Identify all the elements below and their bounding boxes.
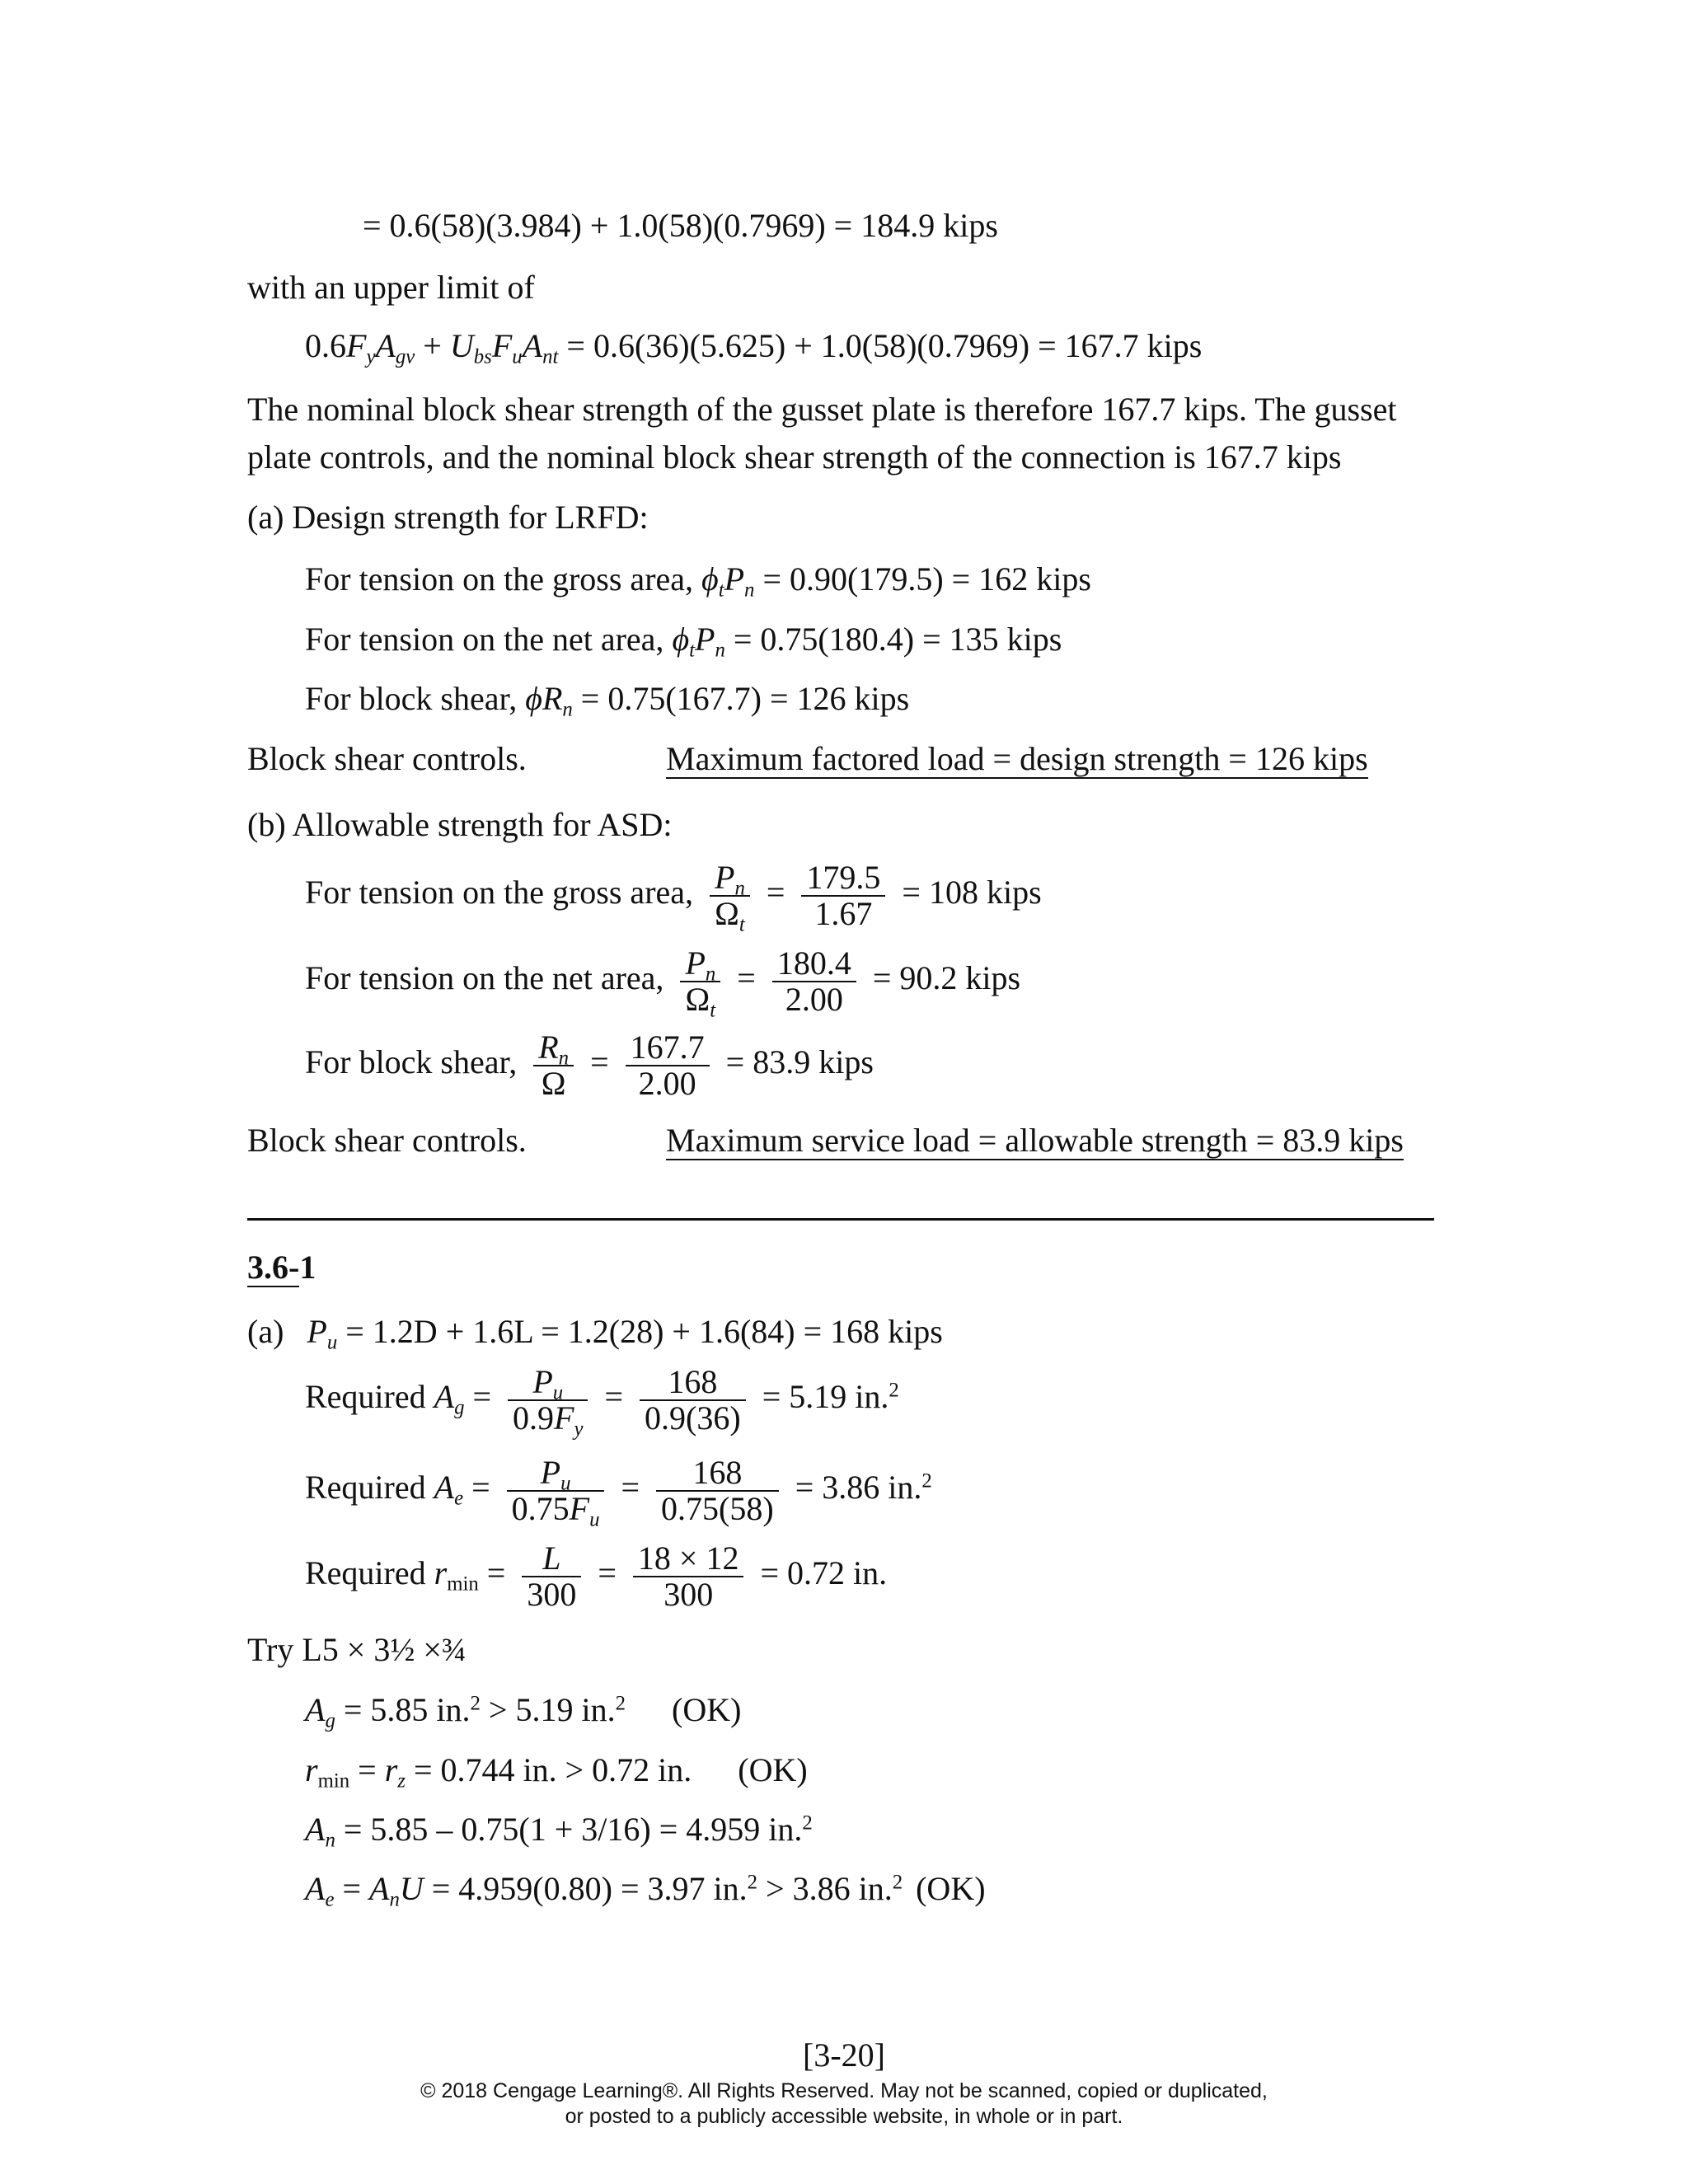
lrfd-controls: Block shear controls. <box>247 740 527 777</box>
page-number: [3-20] <box>803 2036 885 2074</box>
required-ae-num: 168 <box>656 1455 779 1492</box>
rmin-ok: (OK) <box>738 1751 808 1788</box>
asd-net-line: For tension on the net area, $\frac{P_n}{\Omega_t}$ = $\frac{180.4}{2.00}$ = 90.2 kips <box>305 944 1021 1022</box>
ae-compare: > 3.86 in. <box>766 1870 893 1907</box>
lrfd-net-line: For tension on the net area, $\phi_tP_n = 0.75(180.4) = 135$ kips <box>305 621 1062 662</box>
try-section-line: Try L5 × 3½ ×¾ <box>247 1631 467 1668</box>
asd-controls: Block shear controls. <box>247 1122 527 1159</box>
asd-gross-result: = 108 kips <box>902 874 1042 912</box>
equation-line-2: $0.6F_yA_{gv} + U_{bs}F_uA_{nt} = 0.6(36)(5.625) + 1.0(58)(0.7969) = 167.7$ kips <box>305 327 1203 368</box>
asd-net-den: 2.00 <box>785 981 843 1018</box>
paragraph-line-2: plate controls, and the nominal block shear strength of the connection is 167.7 kips <box>247 438 1342 476</box>
required-rmin-num: 18 × 12 <box>633 1541 744 1577</box>
required-ag-line: Required $A_g$ = $\frac{P_u}{0.9F_y}$ = $\frac{168}{0.9(36)}$ = 5.19 in.$^2$ <box>305 1363 899 1441</box>
lrfd-result: Maximum factored load = design strength = 126 kips <box>666 740 1368 777</box>
text-upper-limit: with an upper limit of <box>247 269 535 306</box>
asd-gross-den: 1.67 <box>814 895 873 932</box>
pu-line: (a) $P_u = 1.2D + 1.6L = 1.2(28) + 1.6(84) = 168$ kips <box>247 1313 943 1354</box>
section-heading: 3.6-1 <box>247 1249 316 1286</box>
equation-line-1: = 0.6(58)(3.984) + 1.0(58)(0.7969) = 184.9 kips <box>363 207 998 244</box>
asd-result: Maximum service load = allowable strength = 83.9 kips <box>666 1122 1404 1159</box>
ae-line: $A_e = A_nU = 4.959(0.80) = 3.97$ in.$^2$ > 3.86 in.$^2$ (OK) <box>305 1870 986 1911</box>
pu-equation: = 1.2D + 1.6L = 1.2(28) + 1.6(84) = 168 kips <box>345 1313 943 1350</box>
section-divider <box>247 1218 1434 1221</box>
copyright-line-1: © 2018 Cengage Learning®. All Rights Reserved. May not be scanned, copied or duplicated, <box>420 2079 1268 2102</box>
ag-check-line: $A_g = 5.85$ in.$^2$ > 5.19 in.$^2$ (OK) <box>305 1691 742 1732</box>
lrfd-block-rhs: = 0.75(167.7) = 126 kips <box>580 680 910 717</box>
lrfd-gross-rhs: = 0.90(179.5) = 162 kips <box>762 560 1091 598</box>
required-ae-line: Required $A_e$ = $\frac{P_u}{0.75F_u}$ = $\frac{168}{0.75(58)}$ = 3.86 in.$^2$ <box>305 1454 932 1531</box>
asd-gross-line: For tension on the gross area, $\frac{P_n}{\Omega_t}$ = $\frac{179.5}{1.67}$ = 108 kips <box>305 859 1042 936</box>
required-ae-label: Required <box>305 1469 426 1507</box>
an-line: $A_n = 5.85 - 0.75(1 + 3/16) = 4.959$ in.$^2$ <box>305 1811 813 1852</box>
required-ag-num: 168 <box>640 1365 746 1401</box>
asd-block-den: 2.00 <box>638 1065 696 1102</box>
required-ae-den: 0.75(58) <box>661 1490 774 1527</box>
ag-ok: (OK) <box>672 1691 742 1728</box>
section-heading-underline <box>247 1286 299 1287</box>
lrfd-block-label: For block shear, <box>305 680 518 717</box>
asd-block-result: = 83.9 kips <box>725 1043 874 1081</box>
ae-equation: = 4.959(0.80) = 3.97 in. <box>431 1870 748 1907</box>
ae-ok: (OK) <box>916 1870 986 1907</box>
asd-net-result: = 90.2 kips <box>872 959 1021 997</box>
lrfd-heading: (a) Design strength for LRFD: <box>247 499 649 536</box>
asd-heading: (b) Allowable strength for ASD: <box>247 806 673 843</box>
required-ae-result: = 3.86 in. <box>795 1469 922 1507</box>
required-rmin-label: Required <box>305 1554 426 1592</box>
asd-block-num: 167.7 <box>626 1030 710 1066</box>
required-rmin-den: 300 <box>663 1576 714 1613</box>
required-ag-result: = 5.19 in. <box>762 1378 889 1416</box>
ag-check-compare: > 5.19 in. <box>488 1691 616 1728</box>
asd-block-label: For block shear, <box>305 1043 518 1081</box>
rmin-check-value: = 0.744 in. > 0.72 in. <box>413 1751 692 1788</box>
required-ag-label: Required <box>305 1378 426 1416</box>
copyright-line-2: or posted to a publicly accessible website, in whole or in part. <box>565 2105 1123 2128</box>
paragraph-line-1: The nominal block shear strength of the gusset plate is therefore 167.7 kips. The gusset <box>247 391 1397 428</box>
lrfd-net-rhs: = 0.75(180.4) = 135 kips <box>733 621 1062 658</box>
ag-check-value: = 5.85 in. <box>343 1691 471 1728</box>
required-rmin-result: = 0.72 in. <box>760 1554 888 1592</box>
required-ag-den: 0.9(36) <box>645 1399 741 1436</box>
required-rmin-line: Required $r_{min}$ = $\frac{L}{300}$ = $\frac{18 \times 12}{300}$ = 0.72 in. <box>305 1540 888 1613</box>
asd-gross-label: For tension on the gross area, <box>305 874 694 912</box>
rmin-check-line: $r_{min} = r_z = 0.744$ in. > 0.72 in. (OK) <box>305 1751 808 1793</box>
lrfd-gross-line: For tension on the gross area, $\phi_tP_n = 0.90(179.5) = 162$ kips <box>305 560 1091 602</box>
lrfd-block-line: For block shear, $\phi R_n = 0.75(167.7) = 126$ kips <box>305 680 910 721</box>
asd-net-label: For tension on the net area, <box>305 959 664 997</box>
equation-line-2-rhs: = 0.6(36)(5.625) + 1.0(58)(0.7969) = 167.7 kips <box>566 327 1203 364</box>
part-a-label: (a) <box>247 1313 284 1350</box>
lrfd-gross-label: For tension on the gross area, <box>305 560 694 598</box>
asd-block-line: For block shear, $\frac{R_n}{\Omega}$ = $\frac{167.7}{2.00}$ = 83.9 kips <box>305 1029 874 1102</box>
asd-gross-num: 179.5 <box>801 860 885 897</box>
lrfd-net-label: For tension on the net area, <box>305 621 664 658</box>
asd-net-num: 180.4 <box>772 946 856 982</box>
an-equation: = 5.85 – 0.75(1 + 3/16) = 4.959 in. <box>343 1811 803 1848</box>
